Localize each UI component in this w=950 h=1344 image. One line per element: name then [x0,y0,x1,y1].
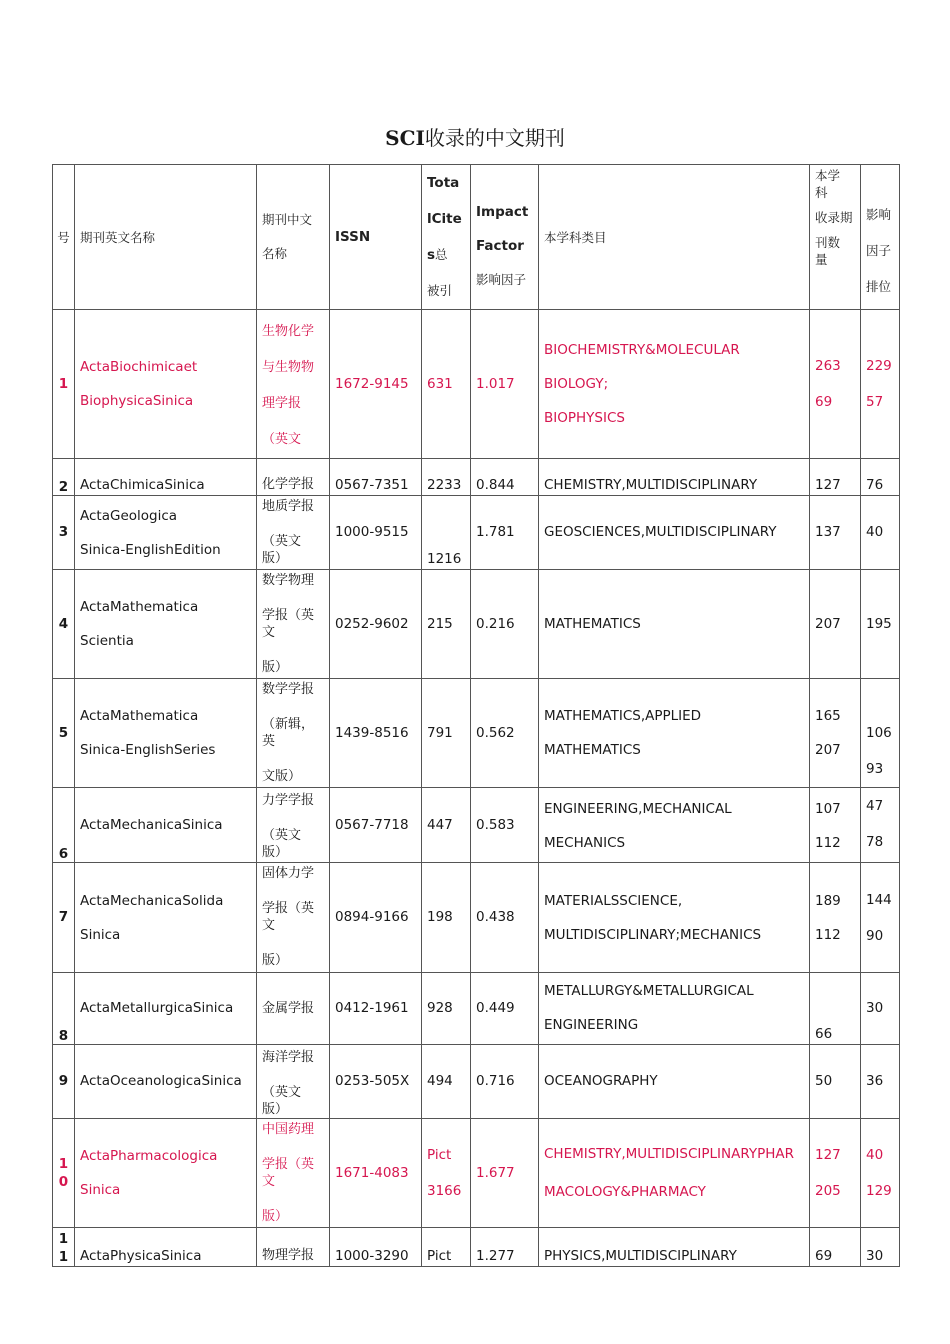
row-name-en-line: Sinica-EnglishSeries [80,742,216,758]
row-rank [861,863,900,973]
row-name-en: ActaMetallurgicaSinica [75,973,257,1045]
row-count-line: 127 [815,1147,841,1163]
row-count [810,788,861,863]
row-count: 137 [810,496,861,570]
row-no: 7 [53,863,75,973]
row-name-cn-line: 版） [262,845,289,860]
row-no: 9 [53,1045,75,1119]
header-cites-1: Tota [427,175,460,191]
row-name-cn-line: （英文 [262,432,302,447]
row-issn: 1000-9515 [330,496,422,570]
row-name-en-line: ActaBiochimicaet [80,359,198,375]
row-name-en [75,679,257,788]
row-name-en-line: ActaPharmacologica [80,1148,218,1164]
row-no-digit: 0 [58,1174,69,1190]
row-rank: 76 [861,459,900,496]
row-name-cn-line: 数学物理 [262,573,315,588]
row-name-cn-line: 学报（英 [262,1157,315,1172]
row-rank-line: 144 [866,891,892,908]
row-count-line: 189 [815,892,841,909]
header-rank-2: 因子 [866,243,892,258]
row-category-line: CHEMISTRY,MULTIDISCIPLINARYPHAR [544,1146,795,1162]
row-name-en [75,570,257,679]
page-title [0,122,950,151]
row-rank: 30 [861,1228,900,1267]
row-issn: 0894-9166 [330,863,422,973]
row-no: 2 [53,459,75,496]
row-count: 207 [810,570,861,679]
row-category [539,310,810,459]
row-name-cn-line: 数学学报 [262,682,315,697]
row-if: 1.017 [471,310,539,459]
table-row [53,973,900,1045]
header-count-4: 刊数 [815,235,841,250]
row-category: GEOSCIENCES,MULTIDISCIPLINARY [539,496,810,570]
row-count-line: 112 [815,835,841,851]
row-rank-line: 229 [866,358,892,374]
header-cites-2: lCite [427,211,462,227]
row-name-cn-line: 文 [262,918,276,933]
row-if: 0.716 [471,1045,539,1119]
row-category-line: MATERIALSSCIENCE, [544,892,683,909]
row-name-cn-line: 英 [262,734,276,749]
row-count-line: 165 [815,708,841,724]
row-issn: 0567-7351 [330,459,422,496]
row-name-cn [257,1119,330,1228]
row-rank [861,788,900,863]
row-no-digit: 1 [58,1156,69,1172]
table-row [53,1119,900,1228]
row-if: 0.438 [471,863,539,973]
row-category [539,679,810,788]
row-rank [861,310,900,459]
row-count: 50 [810,1045,861,1119]
row-no: 5 [53,679,75,788]
row-count: 127 [810,459,861,496]
row-rank: 30 [861,973,900,1045]
row-cites-line: 3166 [427,1183,462,1199]
row-issn: 1672-9145 [330,310,422,459]
row-category-line: MACOLOGY&PHARMACY [544,1184,706,1200]
row-name-cn [257,1045,330,1119]
row-name-en-line: ActaMathematica [80,599,199,615]
row-if: 1.677 [471,1119,539,1228]
row-issn: 0567-7718 [330,788,422,863]
row-no [53,1228,75,1267]
header-if [471,165,539,310]
row-category [539,973,810,1045]
header-category: 本学科类目 [539,165,810,310]
row-name-en: ActaPhysicaSinica [75,1228,257,1267]
row-name-cn: 化学学报 [257,459,330,496]
row-name-cn-line: 力学学报 [262,793,315,808]
row-cites: 447 [422,788,471,863]
row-cites: 1216 [422,496,471,570]
row-name-cn-line: 学报（英 [262,608,315,623]
row-name-en [75,496,257,570]
row-count: 66 [810,973,861,1045]
header-cites-3: s [427,247,436,263]
row-if: 1.277 [471,1228,539,1267]
row-category [539,1119,810,1228]
row-count [810,863,861,973]
header-count-2: 科 [815,185,828,200]
table-row [53,459,900,496]
header-cites [422,165,471,310]
row-name-cn-line: 版） [262,1102,289,1117]
row-rank-line: 90 [866,927,884,944]
table-row [53,1045,900,1119]
header-if-1: Impact [476,204,529,220]
row-category: OCEANOGRAPHY [539,1045,810,1119]
row-category: MATHEMATICS [539,570,810,679]
row-count [810,679,861,788]
table-row [53,1228,900,1267]
row-count-line: 112 [815,926,841,943]
row-name-en-line: Sinica [80,1182,121,1198]
row-no-digit: 1 [58,1231,69,1247]
row-category-line: ENGINEERING [544,1017,639,1033]
row-count: 69 [810,1228,861,1267]
row-rank-line: 129 [866,1183,892,1199]
row-cites: 2233 [422,459,471,496]
row-category-line: ENGINEERING,MECHANICAL [544,801,732,817]
row-name-cn-line: 学报（英 [262,901,315,916]
header-issn: ISSN [330,165,422,310]
row-if: 0.449 [471,973,539,1045]
row-name-cn-line: 与生物物 [262,360,315,375]
header-name-cn-1: 期刊中文 [262,212,313,227]
row-cites: 631 [422,310,471,459]
row-name-cn-line: 中国药理 [262,1122,315,1137]
row-name-en-line: ActaMechanicaSolida [80,892,224,909]
row-no-digit: 1 [58,1249,69,1265]
row-no: 6 [53,788,75,863]
row-name-cn-line: 文 [262,1174,276,1189]
row-category-line: MECHANICS [544,835,626,851]
header-cites-4: 总 [435,247,448,262]
header-rank-3: 排位 [866,279,892,294]
row-rank-line: 47 [866,798,884,814]
row-name-cn [257,496,330,570]
row-no: 1 [53,310,75,459]
row-cites: 215 [422,570,471,679]
row-name-en-line: Scientia [80,633,134,649]
row-name-cn-line: 海洋学报 [262,1050,315,1065]
row-issn: 1000-3290 [330,1228,422,1267]
row-name-cn-line: 生物化学 [262,324,315,339]
row-name-cn-line: （英文 [262,828,302,843]
row-name-cn-line: 版） [262,953,289,968]
header-count-5: 量 [815,252,828,267]
row-rank [861,679,900,788]
header-count [810,165,861,310]
row-if: 0.583 [471,788,539,863]
header-name-en: 期刊英文名称 [75,165,257,310]
row-count [810,1119,861,1228]
row-no: 3 [53,496,75,570]
journal-table [52,164,900,1267]
row-cites [422,1119,471,1228]
row-cites: 198 [422,863,471,973]
row-count-line: 207 [815,742,841,758]
row-cites: 494 [422,1045,471,1119]
row-no: 8 [53,973,75,1045]
row-category: PHYSICS,MULTIDISCIPLINARY [539,1228,810,1267]
row-name-en: ActaChimicaSinica [75,459,257,496]
row-category: CHEMISTRY,MULTIDISCIPLINARY [539,459,810,496]
row-name-en [75,1119,257,1228]
row-count-line: 263 [815,358,841,374]
row-count-line: 107 [815,801,841,817]
row-if: 0.844 [471,459,539,496]
row-name-cn [257,788,330,863]
table-row [53,679,900,788]
header-count-3: 收录期 [815,210,853,225]
row-name-cn-line: （新辑， [262,717,315,732]
row-no: 4 [53,570,75,679]
row-category [539,788,810,863]
row-rank [861,1119,900,1228]
row-name-en [75,863,257,973]
row-rank-line: 93 [866,761,884,777]
row-no [53,1119,75,1228]
row-count [810,310,861,459]
row-rank-line: 57 [866,394,884,410]
row-name-cn-line: 版） [262,551,289,566]
row-if: 1.781 [471,496,539,570]
header-cites-5: 被引 [427,283,453,298]
header-name-cn [257,165,330,310]
title-rest: 收录的中文期刊 [424,126,565,150]
header-rank [861,165,900,310]
row-name-cn [257,570,330,679]
row-cites: 791 [422,679,471,788]
row-rank: 195 [861,570,900,679]
table-header [53,165,900,310]
row-name-cn-line: 文 [262,625,276,640]
row-name-en-line: Sinica-EnglishEdition [80,541,221,558]
row-name-cn-line: 文版） [262,769,302,784]
row-name-cn [257,863,330,973]
header-no: 号 [53,165,75,310]
row-name-en [75,310,257,459]
row-name-cn-line: 理学报 [262,396,302,411]
table-row [53,570,900,679]
table-row [53,863,900,973]
row-name-cn-line: 固体力学 [262,866,315,881]
row-name-en: ActaOceanologicaSinica [75,1045,257,1119]
row-name-cn [257,679,330,788]
row-name-cn [257,310,330,459]
row-name-cn: 金属学报 [257,973,330,1045]
title-bold: SCI [385,126,425,150]
row-name-cn-line: 地质学报 [262,499,315,514]
row-category-line: METALLURGY&METALLURGICAL [544,983,754,999]
row-rank-line: 106 [866,725,892,741]
row-cites: Pict [422,1228,471,1267]
row-name-en-line: Sinica [80,926,121,943]
row-if: 0.216 [471,570,539,679]
row-name-en-line: ActaMathematica [80,708,199,724]
row-cites-line: Pict [427,1147,452,1163]
row-count-line: 205 [815,1183,841,1199]
row-name-cn-line: （英文 [262,1085,302,1100]
row-name-cn-line: 版） [262,1209,289,1224]
row-rank: 40 [861,496,900,570]
row-rank-line: 40 [866,1147,884,1163]
table-row [53,496,900,570]
header-if-3: 影响因子 [476,272,527,287]
row-issn: 0252-9602 [330,570,422,679]
header-if-2: Factor [476,238,524,254]
row-category-line: MULTIDISCIPLINARY;MECHANICS [544,926,762,943]
row-if: 0.562 [471,679,539,788]
header-rank-1: 影响 [866,207,892,222]
row-category-line: BIOPHYSICS [544,410,625,426]
row-name-cn-line: （英文 [262,534,302,549]
row-name-en: ActaMechanicaSinica [75,788,257,863]
table-row [53,788,900,863]
header-name-cn-2: 名称 [262,246,288,261]
row-rank: 36 [861,1045,900,1119]
row-name-en-line: ActaGeologica [80,507,178,524]
row-issn: 0253-505X [330,1045,422,1119]
row-category-line: MATHEMATICS,APPLIED [544,708,702,724]
row-category [539,863,810,973]
row-name-en-line: BiophysicaSinica [80,393,194,409]
row-count-line: 69 [815,394,833,410]
row-rank-line: 78 [866,834,884,850]
row-issn: 1671-4083 [330,1119,422,1228]
row-issn: 0412-1961 [330,973,422,1045]
row-issn: 1439-8516 [330,679,422,788]
row-category-line: MATHEMATICS [544,742,641,758]
row-cites: 928 [422,973,471,1045]
table-row [53,310,900,459]
row-category-line: BIOCHEMISTRY&MOLECULAR [544,342,740,358]
row-category-line: BIOLOGY; [544,376,609,392]
row-name-cn-line: 版） [262,660,289,675]
header-count-1: 本学 [815,168,841,183]
row-name-cn: 物理学报 [257,1228,330,1267]
